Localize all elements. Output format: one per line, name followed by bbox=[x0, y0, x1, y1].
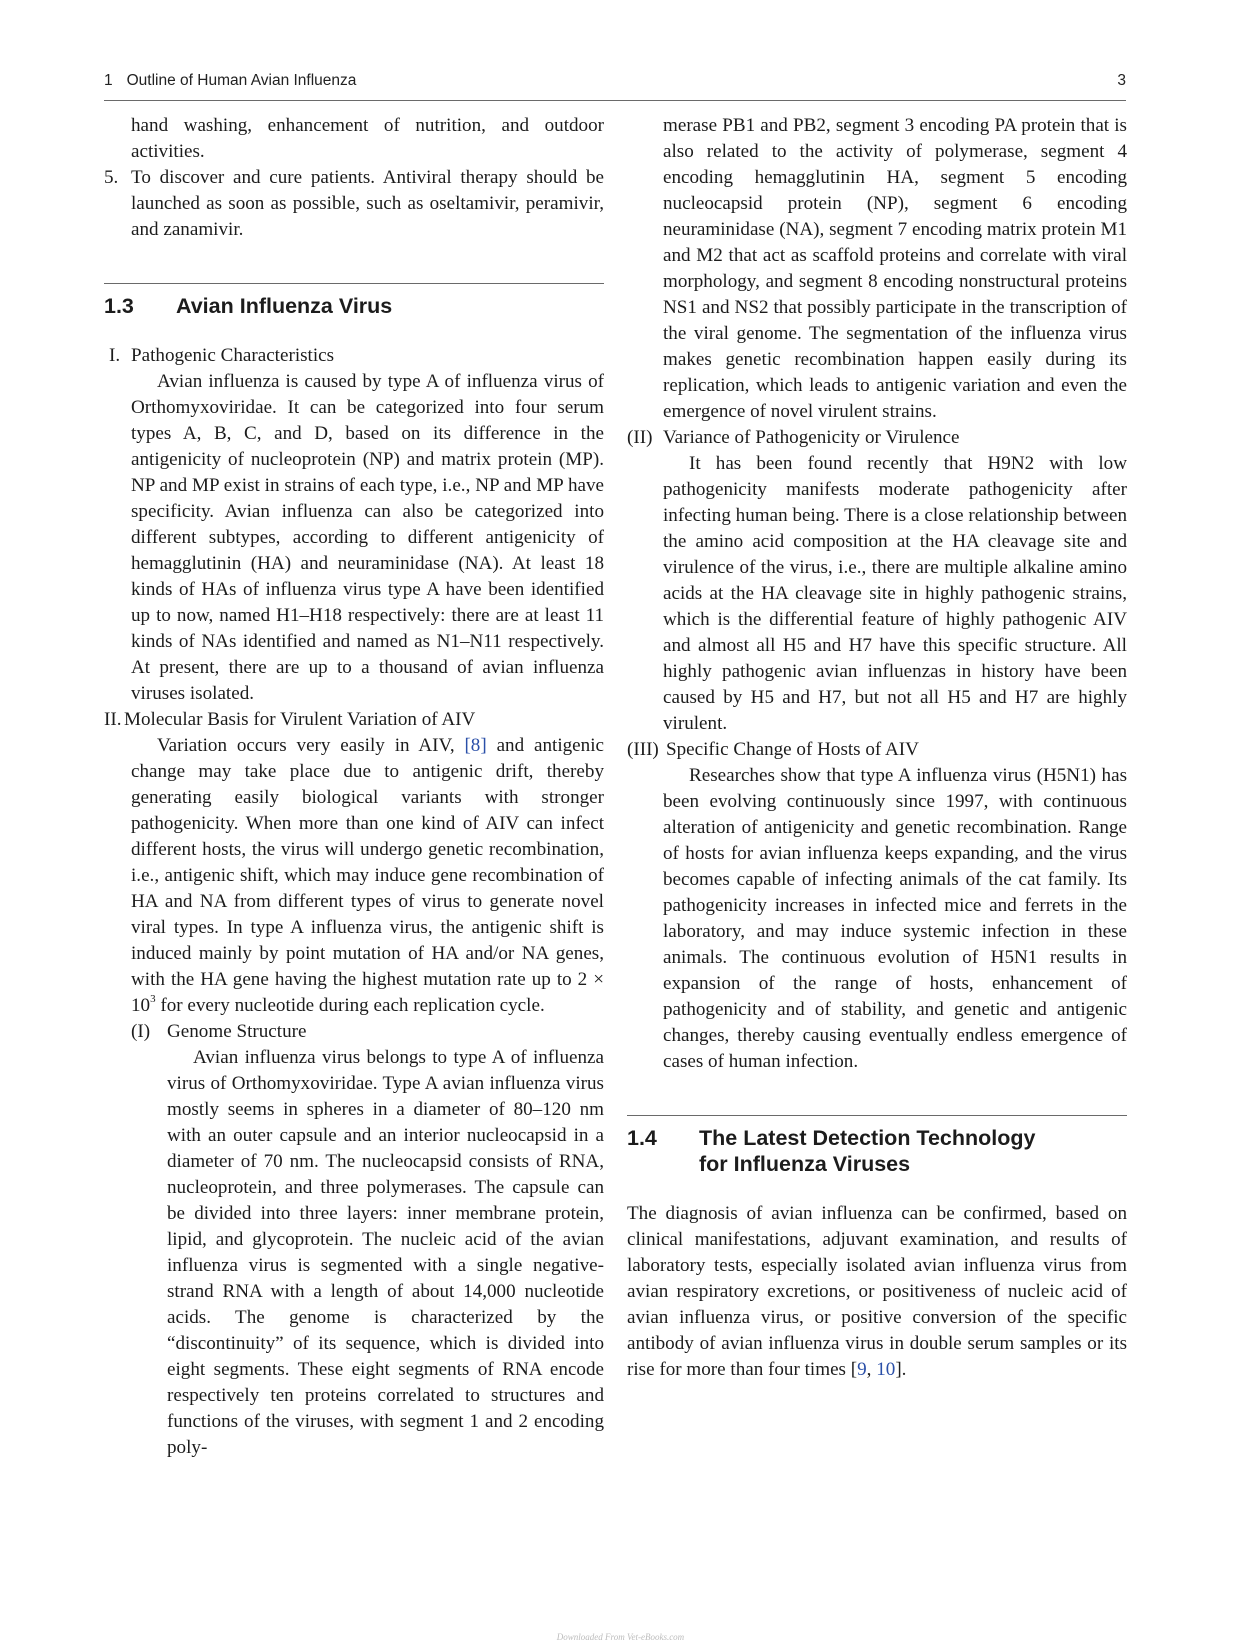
section-heading-1-4 bbox=[627, 1125, 1127, 1177]
section-title: Avian Influenza Virus bbox=[176, 294, 393, 318]
subsection-heading-II-variance bbox=[627, 425, 1127, 451]
text-run: for every nucleotide during each replication cycle. bbox=[155, 995, 545, 1016]
section-heading-1-3 bbox=[104, 293, 604, 319]
list-number: 5. bbox=[104, 167, 119, 188]
subsection-title: Genome Structure bbox=[167, 1021, 307, 1042]
section-rule bbox=[104, 283, 604, 284]
subsection-heading-I bbox=[104, 343, 604, 369]
subsection-number: II. bbox=[104, 709, 122, 730]
paragraph-hosts: Researches show that type A influenza virus (H5N1) has been evolving continuously since 1997, with continuous alteration of antigenicity and genetic recombination. Range of hosts for avian influenza keeps expanding, and the virus becomes capable of infecting animals of the cat family. Its pathogenicity increases in infected mice and ferrets in the laboratory, and may induce systemic infection in these animals. The continuous evolution of H5N1 results in expansion of the range of hosts, enhancement of pathogenicity and of stability, and genetic and antigenic changes, thereby causing eventually endless emergence of cases of human infection. bbox=[663, 765, 1127, 1072]
download-watermark: Downloaded From Vet-eBooks.com bbox=[556, 1632, 685, 1642]
citation-separator: , bbox=[866, 1359, 877, 1380]
section-rule bbox=[627, 1115, 1127, 1116]
subsection-number: (III) bbox=[627, 739, 659, 760]
right-column bbox=[627, 113, 1127, 1383]
subsection-title: Specific Change of Hosts of AIV bbox=[666, 739, 919, 760]
subsection-number: (II) bbox=[627, 427, 653, 448]
subsection-heading-I-genome bbox=[104, 1019, 604, 1045]
section-title-line-1: The Latest Detection Technology bbox=[699, 1126, 1036, 1150]
paragraph-molecular-basis bbox=[104, 733, 604, 1019]
chapter-number: 1 bbox=[104, 72, 113, 89]
subsection-title: Variance of Pathogenicity or Virulence bbox=[663, 427, 960, 448]
citation-bracket: ]. bbox=[895, 1359, 907, 1380]
paragraph-genome-structure: Avian influenza virus belongs to type A of influenza virus of Orthomyxoviridae. Type A avian influenza virus mostly seems in spheres in a diameter of 80–120 nm with an outer capsule and an interior nucleocapsid in a diameter of 70 nm. The nucleocapsid consists of RNA, nucleoprotein, and three polymerases. The capsule can be divided into three layers: inner membrane protein, lipid, and glycoprotein. The nucleic acid of the avian influenza virus is segmented with a single negative-strand RNA with a length of about 14,000 nucleotide acids. The genome is characterized by the “discontinuity” of its sequence, which is divided into eight segments. These eight segments of RNA encode respectively ten proteins correlated to structures and functions of the viruses, with segment 1 and 2 encoding poly- bbox=[167, 1047, 604, 1458]
running-head-chapter bbox=[104, 72, 356, 90]
page-number: 3 bbox=[1117, 72, 1126, 89]
section-title-line-2: for Influenza Viruses bbox=[699, 1152, 911, 1176]
text-run: The diagnosis of avian influenza can be confirmed, based on clinical manifestations, adjuvant examination, and results of laboratory tests, especially isolated avian influenza virus from avian respiratory excretions, or positiveness of nucleic acid of avian influenza virus, or positive conversion of the specific antibody of avian influenza virus in double serum samples or its rise for more than four times bbox=[627, 1203, 1127, 1380]
citation-bracket: [ bbox=[850, 1359, 858, 1380]
list-item-text: To discover and cure patients. Antiviral therapy should be launched as soon as possible, such as oseltamivir, peramivir, and zanamivir. bbox=[131, 167, 604, 240]
subsection-title: Molecular Basis for Virulent Variation of AIV bbox=[124, 709, 476, 730]
subsection-title: Pathogenic Characteristics bbox=[131, 345, 335, 366]
superscript: 3 bbox=[150, 992, 156, 1005]
section-number: 1.3 bbox=[104, 294, 134, 318]
chapter-title: Outline of Human Avian Influenza bbox=[126, 72, 357, 89]
text-run: Variation occurs very easily in AIV, bbox=[157, 735, 465, 756]
carryover-paragraph: hand washing, enhancement of nutrition, and outdoor activities. bbox=[131, 115, 604, 162]
list-item-5 bbox=[104, 165, 604, 243]
text-run: and antigenic change may take place due to antigenic drift, thereby generating easily biological variants with stronger pathogenicity. When more than one kind of AIV can infect different hosts, the virus will undergo genetic recombination, i.e., antigenic shift, which may induce gene recombination of HA and NA from different types of virus to generate novel viral types. In type A influenza virus, the antigenic shift is induced mainly by point mutation of HA and/or NA genes, with the HA gene having the highest mutation rate up to 2 × 10 bbox=[131, 735, 604, 1016]
paragraph-variance: It has been found recently that H9N2 with low pathogenicity manifests moderate pathogenicity after infecting human being. There is a close relationship between the amino acid composition at the HA cleavage site and virulence of the virus, i.e., there are multiple alkaline amino acids at the HA cleavage site in highly pathogenic strains, which is the differential feature of highly pathogenic AIV and almost all H5 and H7 have this specific structure. All highly pathogenic avian influenzas in history have been caused by H5 and H7, but not all H5 and H7 are highly virulent. bbox=[663, 453, 1127, 734]
citation-link[interactable]: [8] bbox=[464, 735, 487, 756]
subsection-number: (I) bbox=[131, 1021, 151, 1042]
running-head bbox=[104, 72, 1126, 101]
carryover-paragraph-right: merase PB1 and PB2, segment 3 encoding PA protein that is also related to the activity of polymerase, segment 4 encoding hemagglutinin HA, segment 5 encoding nucleocapsid protein (NP), segment 6 encoding neuraminidase (NA), segment 7 encoding matrix protein M1 and M2 that act as scaffold proteins and correlate with viral morphology, and segment 8 encoding nonstructural proteins NS1 and NS2 that possibly participate in the transcription of the viral genome. The segmentation of the influenza virus makes genetic recombination happen easily during its replication, which leads to antigenic variation and even the emergence of novel virulent strains. bbox=[663, 115, 1127, 422]
subsection-number: I. bbox=[109, 345, 121, 366]
paragraph-detection bbox=[627, 1201, 1127, 1383]
left-column bbox=[104, 113, 604, 1461]
section-number: 1.4 bbox=[627, 1126, 657, 1150]
paragraph-pathogenic-characteristics: Avian influenza is caused by type A of influenza virus of Orthomyxoviridae. It can be categorized into four serum types A, B, C, and D, based on its difference in the antigenicity of nucleoprotein (NP) and matrix protein (MP). NP and MP exist in strains of each type, i.e., NP and MP have specificity. Avian influenza can also be categorized into different subtypes, according to different antigenicity of hemagglutinin (HA) and neuraminidase (NA). At least 18 kinds of HAs of influenza virus type A have been identified up to now, named H1–H18 respectively: there are at least 11 kinds of NAs identified and named as N1–N11 respectively. At present, there are up to a thousand of avian influenza viruses isolated. bbox=[131, 371, 604, 704]
subsection-heading-III-hosts bbox=[627, 737, 1127, 763]
citation-link-9[interactable]: 9 bbox=[857, 1359, 867, 1380]
subsection-heading-II bbox=[104, 707, 604, 733]
citation-link-10[interactable]: 10 bbox=[876, 1359, 896, 1380]
